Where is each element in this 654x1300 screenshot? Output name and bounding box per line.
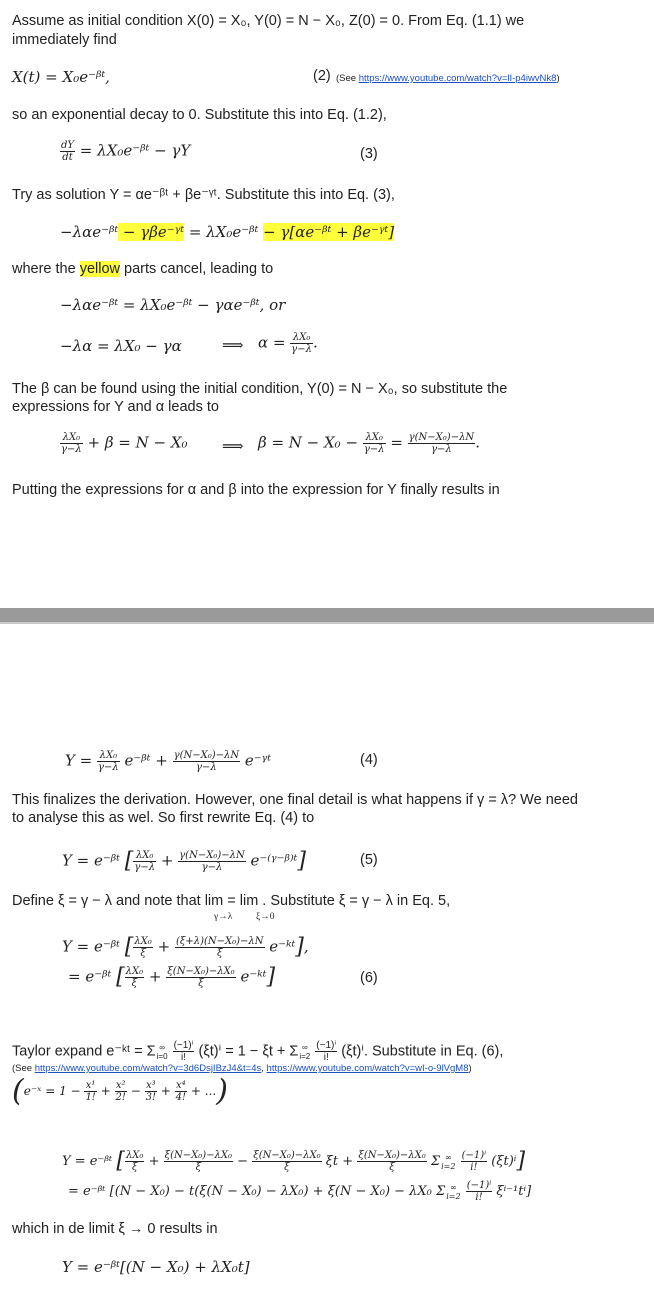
frac-num: γ(N−X₀)−λN xyxy=(173,750,240,761)
beta-equation: β = N − X₀ − $\frac{\text{λX₀}}{\gamma-\lambda}$ = $\frac{\text{γ(N−X₀)−λN}}{\gamma-\lambda}$ . xyxy=(258,432,480,455)
frac-den: γ−λ xyxy=(363,444,385,455)
implies-arrow-1: ⟹ xyxy=(222,338,244,354)
frac-den: ξ xyxy=(195,1162,202,1173)
frac-num: x¹ xyxy=(85,1080,96,1091)
substituted-equation xyxy=(60,223,394,241)
series-term-1 xyxy=(84,1080,96,1103)
try-solution-text: Try as solution Y = αe⁻ᵝᵗ + βe⁻ᵞᵗ. Substitute this into Eq. (3), xyxy=(12,187,395,203)
lim-subscript-2: ξ→0 xyxy=(256,912,275,922)
equation-4-number: (4) xyxy=(360,752,378,768)
frac-den: 1! xyxy=(85,1092,96,1103)
frac-num: (−1)ⁱ xyxy=(466,1180,492,1191)
bracket-open: [ xyxy=(116,964,125,990)
exp-series: (e⁻ˣ = 1 − $\frac{\text{x¹}}{1!}$ + $\frac{\text{x²}}{2!}$ − $\frac{\text{x³}}{3!}$ + $\frac{\text{x⁴}}{4!}$ + ...) xyxy=(12,1073,228,1109)
bracket-close: ] xyxy=(297,848,306,874)
bracket-open: [ xyxy=(124,848,134,874)
sum-top: ∞ xyxy=(159,1042,165,1052)
frac-num: λX₀ xyxy=(97,750,120,762)
equation-3-number: (3) xyxy=(360,146,378,162)
sum-bottom: i=0 xyxy=(156,1051,168,1061)
eq7-frac-4 xyxy=(357,1150,426,1173)
decay-text: so an exponential decay to 0. Substitute this into Eq. (1.2), xyxy=(12,107,387,123)
eq5-plus: + xyxy=(160,851,174,870)
eq6a-exp: e⁻ᵏᵗ xyxy=(269,937,296,956)
frac-den: γ−λ xyxy=(98,762,119,773)
sum-top: ∞ xyxy=(444,1152,452,1162)
equation-2: X(t) = X₀e⁻ᵝᵗ, xyxy=(12,68,110,86)
alpha-fraction xyxy=(290,332,313,355)
frac-num: (−1)ⁱ xyxy=(461,1150,487,1161)
equation-2-number: (2) xyxy=(313,68,331,84)
page-divider-shadow xyxy=(0,622,654,624)
frac-num: λX₀ xyxy=(290,332,313,344)
equation-8 xyxy=(68,1180,531,1203)
equation-6-number: (6) xyxy=(360,970,378,986)
equation-4 xyxy=(65,750,271,773)
frac-den: ξ xyxy=(389,1162,395,1173)
taylor-pre: Taylor expand e⁻ᵏᵗ = Σ xyxy=(12,1043,156,1060)
frac-den: i! xyxy=(180,1052,186,1063)
beta-intro-line-2: expressions for Y and α leads to xyxy=(12,399,219,415)
frac-den: γ−λ xyxy=(134,862,156,873)
frac-num: ξ(N−X₀)−λX₀ xyxy=(167,966,235,977)
eq5-exp: e⁻⁽ᵞ⁻ᵝ⁾ᵗ xyxy=(250,851,298,870)
finalizes-line-1: This finalizes the derivation. However, one final detail is what happens if γ = λ? We need xyxy=(12,792,578,808)
taylor-mid: (ξt)ⁱ = 1 − ξt + Σ xyxy=(198,1043,299,1060)
frac-den: 4! xyxy=(175,1092,187,1103)
see-sep: , xyxy=(261,1063,267,1074)
yellow-post: parts cancel, leading to xyxy=(120,261,274,277)
frac-den: i! xyxy=(323,1052,329,1063)
bracket-close: ] xyxy=(516,1148,526,1174)
beta-initial-equation xyxy=(60,432,188,455)
sub-eq-part-3: = λX₀e⁻ᵝᵗ xyxy=(184,223,264,241)
beta-eq-b: = xyxy=(390,433,403,452)
eq5-fraction-1 xyxy=(133,850,156,873)
frac-den: γ−λ xyxy=(196,762,217,773)
eq7-end: (ξt)ⁱ xyxy=(491,1154,517,1169)
eq8-main: = e⁻ᵝᵗ [(N − X₀) − t(ξ(N − X₀) − λX₀) + ξ(N − X₀) − λX₀ Σ xyxy=(68,1184,446,1199)
sum-top: ∞ xyxy=(450,1182,457,1192)
equation-2-see-reference xyxy=(336,70,560,88)
sum-limits-eq7 xyxy=(440,1153,456,1171)
bracket-close: ] xyxy=(266,964,276,990)
frac-num: ξ(N−X₀)−λX₀ xyxy=(164,1150,233,1161)
paren-open: ( xyxy=(12,1073,24,1109)
youtube-link-3[interactable]: https://www.youtube.com/watch?v=wI-o-9lVgM8 xyxy=(266,1063,469,1074)
paren-close: ) xyxy=(216,1073,228,1109)
youtube-link-2[interactable]: https://www.youtube.com/watch?v=3d6DsjIBzJ4&t=4s xyxy=(34,1063,262,1074)
frac-den: ξ xyxy=(216,948,223,959)
eq7-lhs: Y = e⁻ᵝᵗ xyxy=(62,1154,113,1169)
beta-eq-a: β = N − X₀ − xyxy=(258,433,359,452)
equation-7: Y = e⁻ᵝᵗ [ $\frac{\text{λX₀}}{\xi}$ + $\frac{\text{ξ(N−X₀)−λX₀}}{\xi}$ − $\frac{\text{ξ(N−X₀)−λX₀}}{\xi}$ ξt + $\frac{\text{ξ(N−X₀)−λX₀}}{\xi}$ Σ ∞ i=2 $\frac{\text{(−1)ⁱ}}{i!}$ (ξt)ⁱ] xyxy=(62,1148,526,1174)
define-xi-text: Define ξ = γ − λ and note that lim = lim . Substitute ξ = γ − λ in Eq. 5, xyxy=(12,893,451,909)
frac-den: ξ xyxy=(140,948,146,959)
frac-den: γ−λ xyxy=(61,444,82,455)
frac-num: (−1)ⁱ xyxy=(316,1040,337,1051)
frac-num: λX₀ xyxy=(134,936,152,947)
youtube-link-1[interactable]: https://www.youtube.com/watch?v=lI-p4iwvNk8 xyxy=(358,73,557,84)
sub-eq-highlight-3: + βe⁻ᵞᵗ] xyxy=(331,223,395,241)
frac-den: ξ xyxy=(131,978,138,989)
sum-bottom: i=2 xyxy=(446,1191,461,1201)
page-divider xyxy=(0,608,654,622)
equation-3-rhs: = λX₀e⁻ᵝᵗ − γY xyxy=(79,141,191,160)
intro-line-2: immediately find xyxy=(12,32,117,48)
lx0-fraction xyxy=(60,432,83,455)
beta-intro-line-1: The β can be found using the initial condition, Y(0) = N − X₀, so substitute the xyxy=(12,381,508,397)
frac-num: (ξ+λ)(N−X₀)−λN xyxy=(175,936,264,947)
frac-den: i! xyxy=(470,1162,478,1173)
frac-num: (−1)ⁱ xyxy=(173,1040,194,1051)
frac-den: γ−λ xyxy=(431,444,452,455)
equation-5 xyxy=(62,850,306,873)
alpha-lhs-equation: −λα = λX₀ − γα xyxy=(60,337,182,355)
intro-line-1: Assume as initial condition X(0) = X₀, Y(0) = N − X₀, Z(0) = 0. From Eq. (1.1) we xyxy=(12,13,525,29)
frac-num: ξ(N−X₀)−λX₀ xyxy=(358,1150,426,1161)
sub-eq-highlight-2: − γ[αe⁻ᵝᵗ xyxy=(263,223,332,241)
frac-num: λX₀ xyxy=(125,1150,144,1161)
frac-num: dY xyxy=(61,140,75,151)
plus: + xyxy=(148,967,162,986)
cancelled-equation: −λαe⁻ᵝᵗ = λX₀e⁻ᵝᵗ − γαe⁻ᵝᵗ, or xyxy=(60,296,286,314)
bracket-open: [ xyxy=(116,1148,125,1174)
beta-rhs-mid: + β = N − X₀ xyxy=(87,433,188,452)
see-references-2 xyxy=(12,1060,472,1078)
eq6a-lhs: Y = e⁻ᵝᵗ xyxy=(62,937,120,956)
frac-num: x³ xyxy=(145,1080,156,1091)
frac-den: i! xyxy=(475,1192,483,1203)
see-prefix: (See xyxy=(336,73,359,84)
eq6b-fraction-2 xyxy=(166,966,235,989)
eq8-end: ξⁱ⁻¹tⁱ] xyxy=(496,1184,532,1199)
eq6b-lhs: = e⁻ᵝᵗ xyxy=(68,967,112,986)
equation-5-number: (5) xyxy=(360,852,378,868)
frac-den: dt xyxy=(62,152,73,163)
equation-6b xyxy=(68,966,275,989)
frac-den: γ−λ xyxy=(201,862,223,873)
bracket-close: ] xyxy=(295,934,304,960)
frac-den: 2! xyxy=(115,1092,126,1103)
eq7-frac-3 xyxy=(252,1150,321,1173)
eq4-lhs: Y = xyxy=(65,751,93,770)
sum-limits-0 xyxy=(156,1043,169,1061)
eq4-fraction-1 xyxy=(97,750,120,773)
series-tail: + ... xyxy=(190,1084,217,1098)
series-term-3 xyxy=(145,1080,157,1103)
series-term-2 xyxy=(115,1080,127,1103)
frac-num: λX₀ xyxy=(133,850,156,862)
lim-subscript-1: γ→λ xyxy=(214,912,233,922)
sum-top: ∞ xyxy=(301,1042,308,1052)
eq4-end: e⁻ᵞᵗ xyxy=(244,751,272,770)
sub-eq-part-1: −λαe⁻ᵝᵗ xyxy=(60,223,119,241)
frac-den: ξ xyxy=(131,1162,138,1173)
frac-num: x⁴ xyxy=(176,1080,186,1091)
eq5-lhs: Y = e⁻ᵝᵗ xyxy=(62,851,120,870)
putting-text: Putting the expressions for α and β into the expression for Y finally results in xyxy=(12,482,500,498)
frac-num: λX₀ xyxy=(125,966,144,977)
eq8-coef xyxy=(466,1180,493,1203)
final-equation: Y = e⁻ᵝᵗ[(N − X₀) + λX₀t] xyxy=(62,1258,250,1276)
beta-result-fraction xyxy=(408,432,476,455)
eq6b-fraction-1 xyxy=(125,966,144,989)
frac-num: ξ(N−X₀)−λX₀ xyxy=(253,1150,321,1161)
sum-limits-2 xyxy=(298,1043,311,1061)
sum-bottom: i=2 xyxy=(299,1051,311,1061)
eq4-mid: e⁻ᵝᵗ + xyxy=(124,751,168,770)
implies-arrow-2: ⟹ xyxy=(222,439,244,455)
frac-num: λX₀ xyxy=(363,432,386,444)
sub-eq-highlight-1: − γβe⁻ᵞᵗ xyxy=(118,223,185,241)
frac-den: 3! xyxy=(145,1092,156,1103)
limit-text: which in de limit ξ → 0 results in xyxy=(12,1221,218,1237)
eq7-coef xyxy=(461,1150,488,1173)
series-lhs: e⁻ˣ = 1 − xyxy=(23,1084,81,1098)
bracket-open: [ xyxy=(124,934,134,960)
see-suffix: ) xyxy=(556,73,560,84)
equation-6a xyxy=(62,936,309,959)
sum-bottom: i=2 xyxy=(441,1161,456,1171)
dy-dt-fraction xyxy=(60,140,75,163)
frac-num: γ(N−X₀)−λN xyxy=(179,850,245,861)
frac-den: ξ xyxy=(198,978,204,989)
see-prefix: (See xyxy=(12,1063,35,1074)
sum-limits-eq8 xyxy=(445,1183,461,1201)
eq5-fraction-2 xyxy=(178,850,246,873)
alpha-equation: α = $\frac{\text{λX₀}}{\gamma-\lambda}$ . xyxy=(258,332,318,355)
eq7-frac-2 xyxy=(164,1150,233,1173)
frac-num: γ(N−X₀)−λN xyxy=(408,432,475,443)
eq4-fraction-2 xyxy=(173,750,241,773)
taylor-post: (ξt)ⁱ. Substitute in Eq. (6), xyxy=(341,1043,504,1060)
eq7-frac-1 xyxy=(125,1150,144,1173)
frac-den: ξ xyxy=(284,1162,290,1173)
equation-3 xyxy=(60,140,190,163)
finalizes-line-2: to analyse this as wel. So first rewrite Eq. (4) to xyxy=(12,810,315,826)
eq6a-fraction-2 xyxy=(175,936,265,959)
series-term-4 xyxy=(175,1080,187,1103)
yellow-word: yellow xyxy=(79,261,121,277)
eq6b-exp: e⁻ᵏᵗ xyxy=(240,967,267,986)
eq7-sum: Σ xyxy=(430,1154,441,1169)
frac-den: γ−λ xyxy=(291,344,312,355)
lx0-fraction-2 xyxy=(363,432,386,455)
see-suffix: ) xyxy=(468,1063,472,1074)
eq6a-fraction-1 xyxy=(133,936,152,959)
yellow-pre: where the xyxy=(12,261,80,277)
eq6a-tail: , xyxy=(303,937,309,956)
frac-num: λX₀ xyxy=(60,432,83,444)
yellow-parts-text xyxy=(12,260,273,278)
plus: + xyxy=(157,937,171,956)
alpha-label: α = xyxy=(258,333,286,352)
frac-num: x² xyxy=(115,1080,126,1091)
